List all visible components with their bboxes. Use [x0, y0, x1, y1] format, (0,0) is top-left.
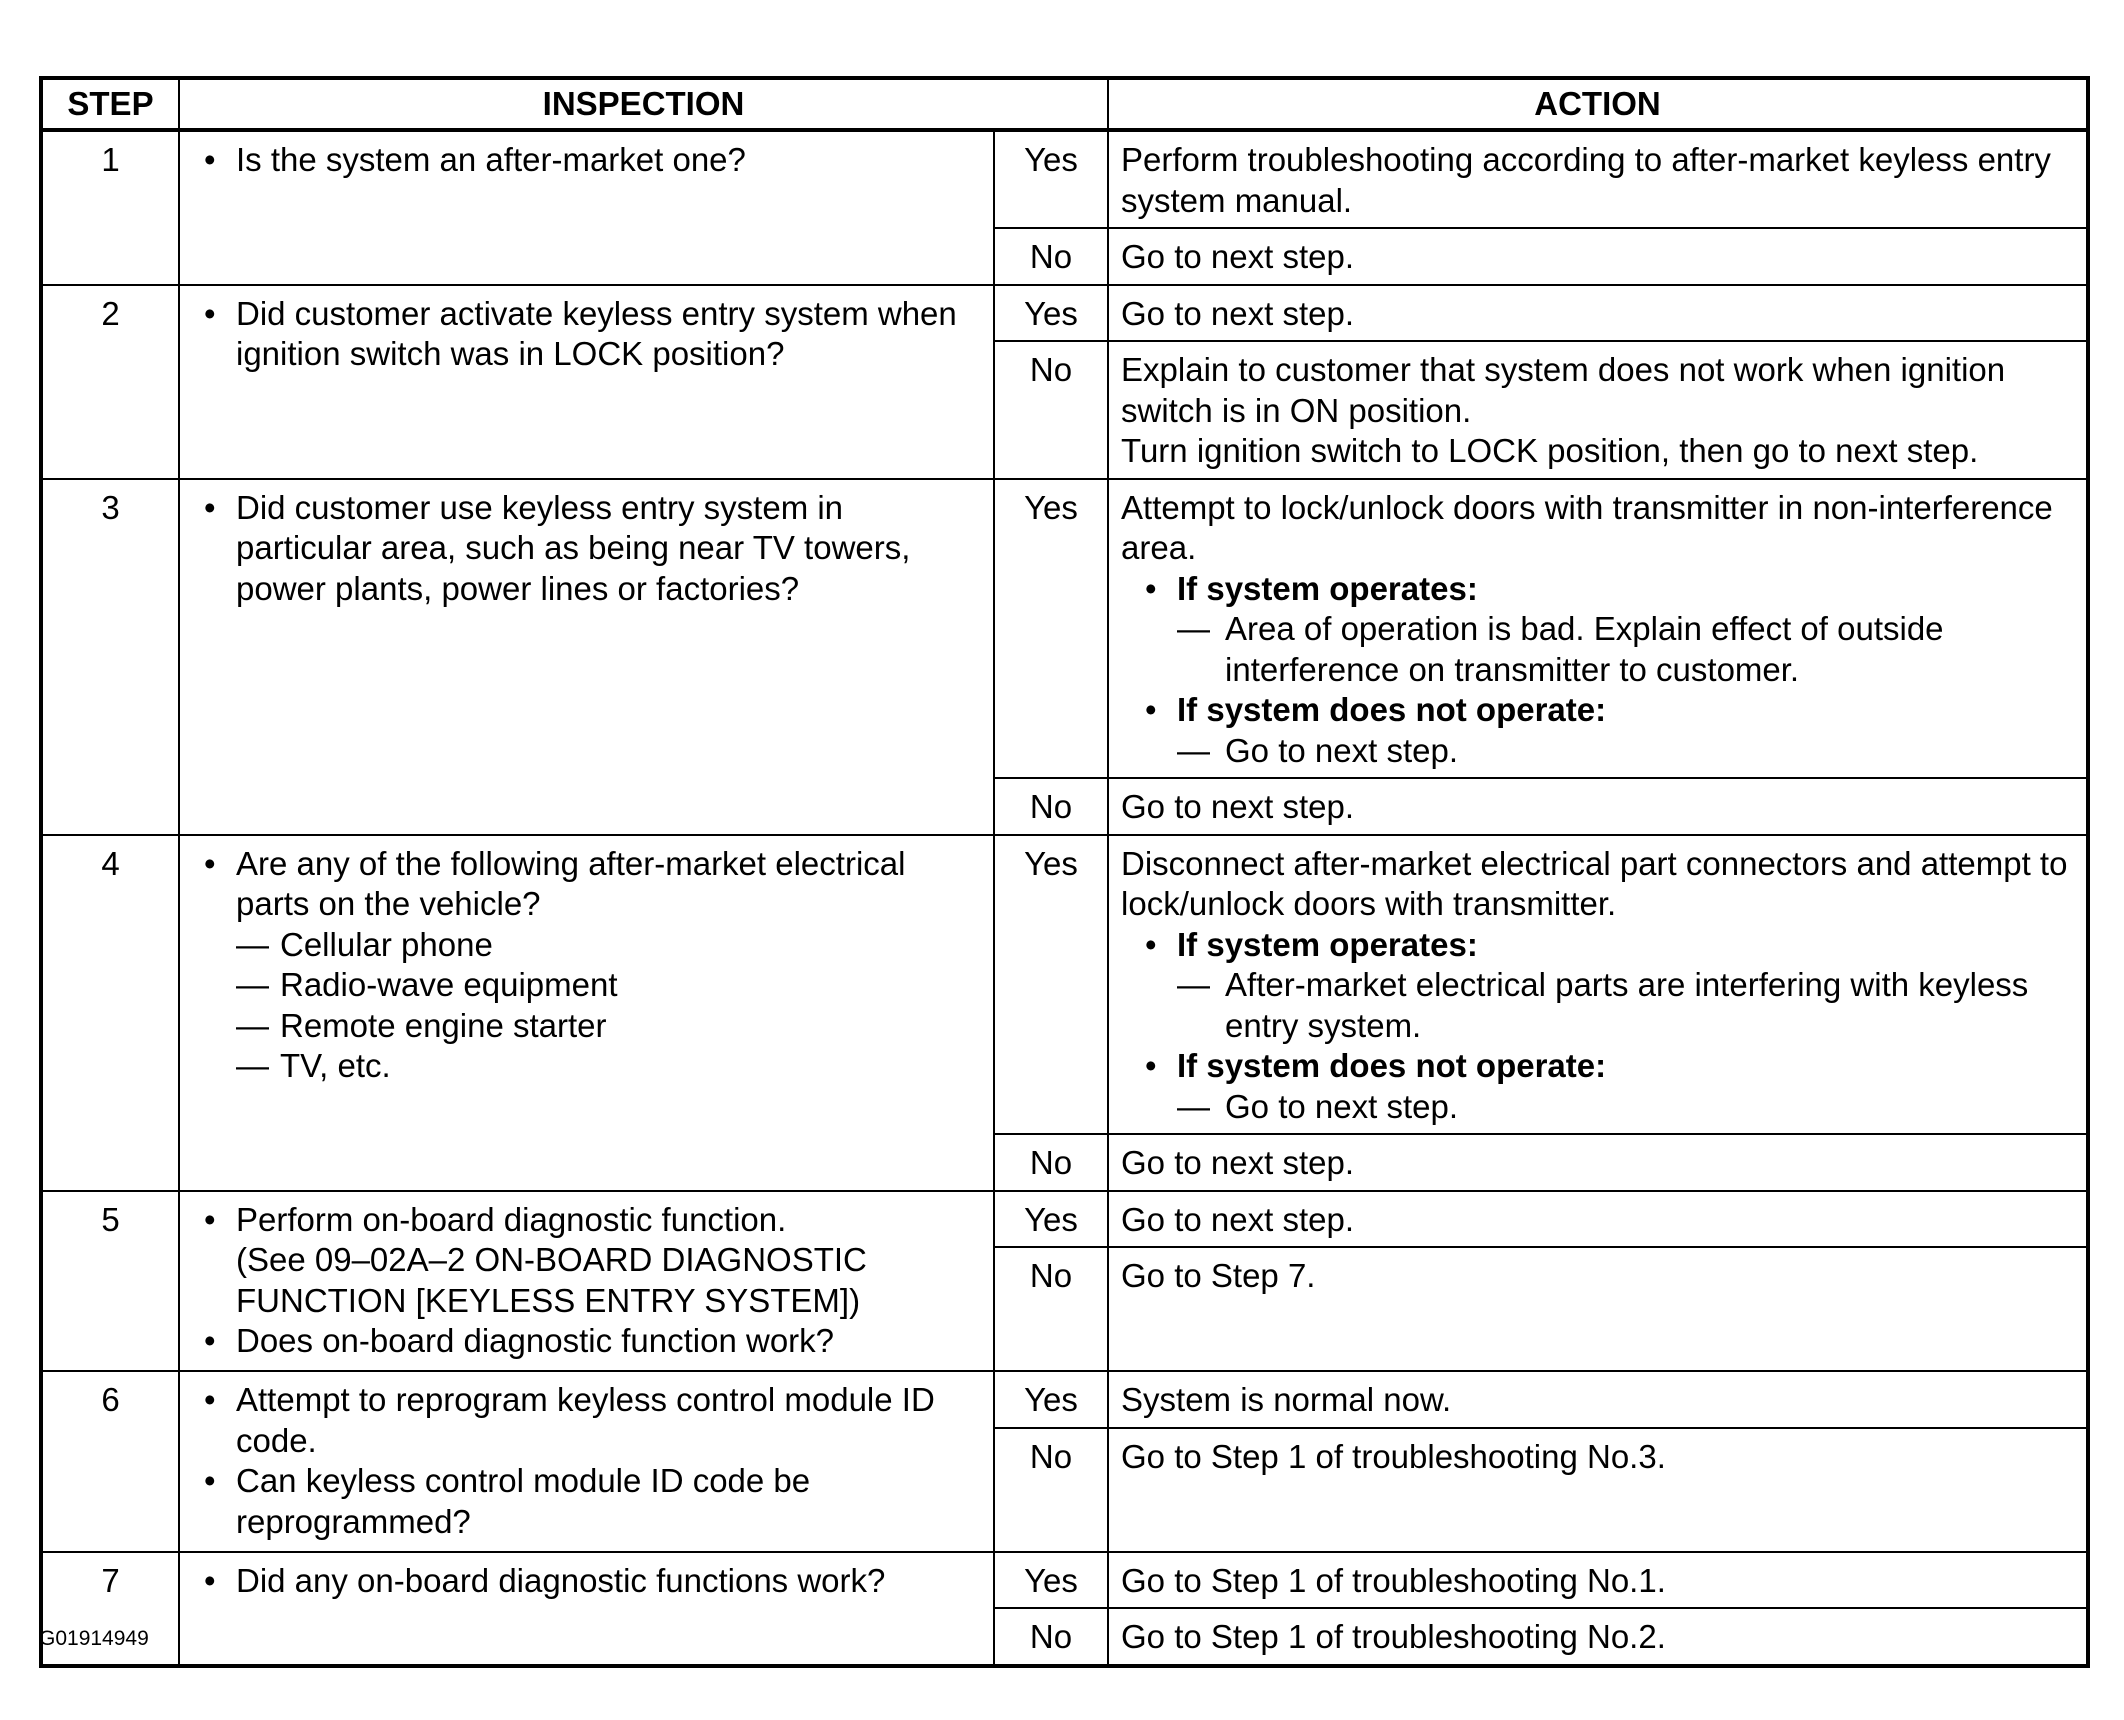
action-cell: Perform troubleshooting according to after-market keyless entry system manual.	[1108, 130, 2088, 228]
inspection-cell	[179, 130, 994, 285]
yes-label: Yes	[994, 285, 1108, 342]
inspection-subitem: — Cellular phone	[236, 925, 981, 966]
inspection-cell	[179, 835, 994, 1191]
yes-label: Yes	[994, 130, 1108, 228]
no-label: No	[994, 1428, 1108, 1552]
action-intro: Disconnect after-market electrical part connectors and attempt to lock/unlock doors with transmitter.	[1121, 844, 2068, 922]
action-cell: Go to next step.	[1108, 285, 2088, 342]
inspection-item: • Does on-board diagnostic function work?	[192, 1321, 981, 1362]
table-row	[41, 835, 2088, 1135]
table-row	[41, 479, 2088, 779]
step-number: 6	[41, 1371, 179, 1552]
action-line: Turn ignition switch to LOCK position, then go to next step.	[1121, 432, 1979, 469]
header-step: STEP	[41, 78, 179, 130]
operates-detail: — After-market electrical parts are interfering with keyless entry system.	[1177, 965, 2074, 1046]
yes-label: Yes	[994, 479, 1108, 779]
not-operates-detail: — Go to next step.	[1177, 731, 2074, 772]
no-label: No	[994, 228, 1108, 285]
action-cell: Go to next step.	[1108, 778, 2088, 835]
step-number: 5	[41, 1191, 179, 1372]
troubleshooting-table	[39, 76, 2090, 1668]
action-cell: Go to next step.	[1108, 1134, 2088, 1191]
header-action: ACTION	[1108, 78, 2088, 130]
no-label: No	[994, 1247, 1108, 1371]
if-not-operates-heading: If system does not operate:	[1177, 691, 1607, 728]
inspection-item: • Did customer use keyless entry system in particular area, such as being near TV towers, power plants, power lines or factories?	[192, 488, 981, 610]
inspection-subitem: — TV, etc.	[236, 1046, 981, 1087]
action-cell: Go to Step 1 of troubleshooting No.3.	[1108, 1428, 2088, 1552]
action-cell	[1108, 835, 2088, 1135]
no-label: No	[994, 778, 1108, 835]
action-cell	[1108, 479, 2088, 779]
figure-id: G01914949	[39, 1627, 149, 1650]
action-cell: Go to Step 7.	[1108, 1247, 2088, 1371]
inspection-item: • Did customer activate keyless entry system when ignition switch was in LOCK position?	[192, 294, 981, 375]
inspection-item: • Attempt to reprogram keyless control module ID code.	[192, 1380, 981, 1461]
no-label: No	[994, 341, 1108, 479]
inspection-item: • Perform on-board diagnostic function.	[236, 1200, 787, 1238]
inspection-reference: (See 09–02A–2 ON-BOARD DIAGNOSTIC FUNCTION [KEYLESS ENTRY SYSTEM])	[236, 1241, 867, 1319]
inspection-item: • Is the system an after-market one?	[192, 140, 981, 181]
inspection-subitem: — Radio-wave equipment	[236, 965, 981, 1006]
action-intro: Attempt to lock/unlock doors with transmitter in non-interference area.	[1121, 488, 2053, 566]
header-inspection: INSPECTION	[179, 78, 1108, 130]
yes-label: Yes	[994, 1191, 1108, 1248]
action-cell: Go to Step 1 of troubleshooting No.2.	[1108, 1608, 2088, 1666]
inspection-item: • Can keyless control module ID code be reprogrammed?	[192, 1461, 981, 1542]
operates-detail: — Area of operation is bad. Explain effect of outside interference on transmitter to customer.	[1177, 609, 2074, 690]
yes-label: Yes	[994, 1371, 1108, 1428]
step-number: 4	[41, 835, 179, 1191]
action-cell	[1108, 341, 2088, 479]
step-number: 7	[41, 1552, 179, 1666]
action-cell: Go to Step 1 of troubleshooting No.1.	[1108, 1552, 2088, 1609]
action-line: Explain to customer that system does not work when ignition switch is in ON position.	[1121, 351, 2006, 429]
yes-label: Yes	[994, 1552, 1108, 1609]
inspection-cell	[179, 285, 994, 479]
if-operates-heading: If system operates:	[1177, 569, 1478, 607]
inspection-cell	[179, 479, 994, 835]
step-number: 3	[41, 479, 179, 835]
header-row	[41, 78, 2088, 130]
table-row	[41, 1371, 2088, 1428]
inspection-cell	[179, 1191, 994, 1372]
not-operates-detail: — Go to next step.	[1177, 1087, 2074, 1128]
if-not-operates-heading: If system does not operate:	[1177, 1047, 1607, 1084]
if-operates-heading: If system operates:	[1177, 925, 1478, 963]
table-row	[41, 285, 2088, 342]
inspection-item: Are any of the following after-market electrical parts on the vehicle?	[236, 844, 906, 922]
step-number: 2	[41, 285, 179, 479]
inspection-subitem: — Remote engine starter	[236, 1006, 981, 1047]
yes-label: Yes	[994, 835, 1108, 1135]
inspection-cell	[179, 1371, 994, 1552]
inspection-cell	[179, 1552, 994, 1666]
no-label: No	[994, 1608, 1108, 1666]
inspection-item: • Did any on-board diagnostic functions work?	[192, 1561, 981, 1602]
table-row	[41, 1552, 2088, 1609]
no-label: No	[994, 1134, 1108, 1191]
table-row	[41, 1191, 2088, 1248]
step-number: 1	[41, 130, 179, 285]
action-cell: Go to next step.	[1108, 1191, 2088, 1248]
action-cell: Go to next step.	[1108, 228, 2088, 285]
table-row	[41, 130, 2088, 228]
action-cell: System is normal now.	[1108, 1371, 2088, 1428]
